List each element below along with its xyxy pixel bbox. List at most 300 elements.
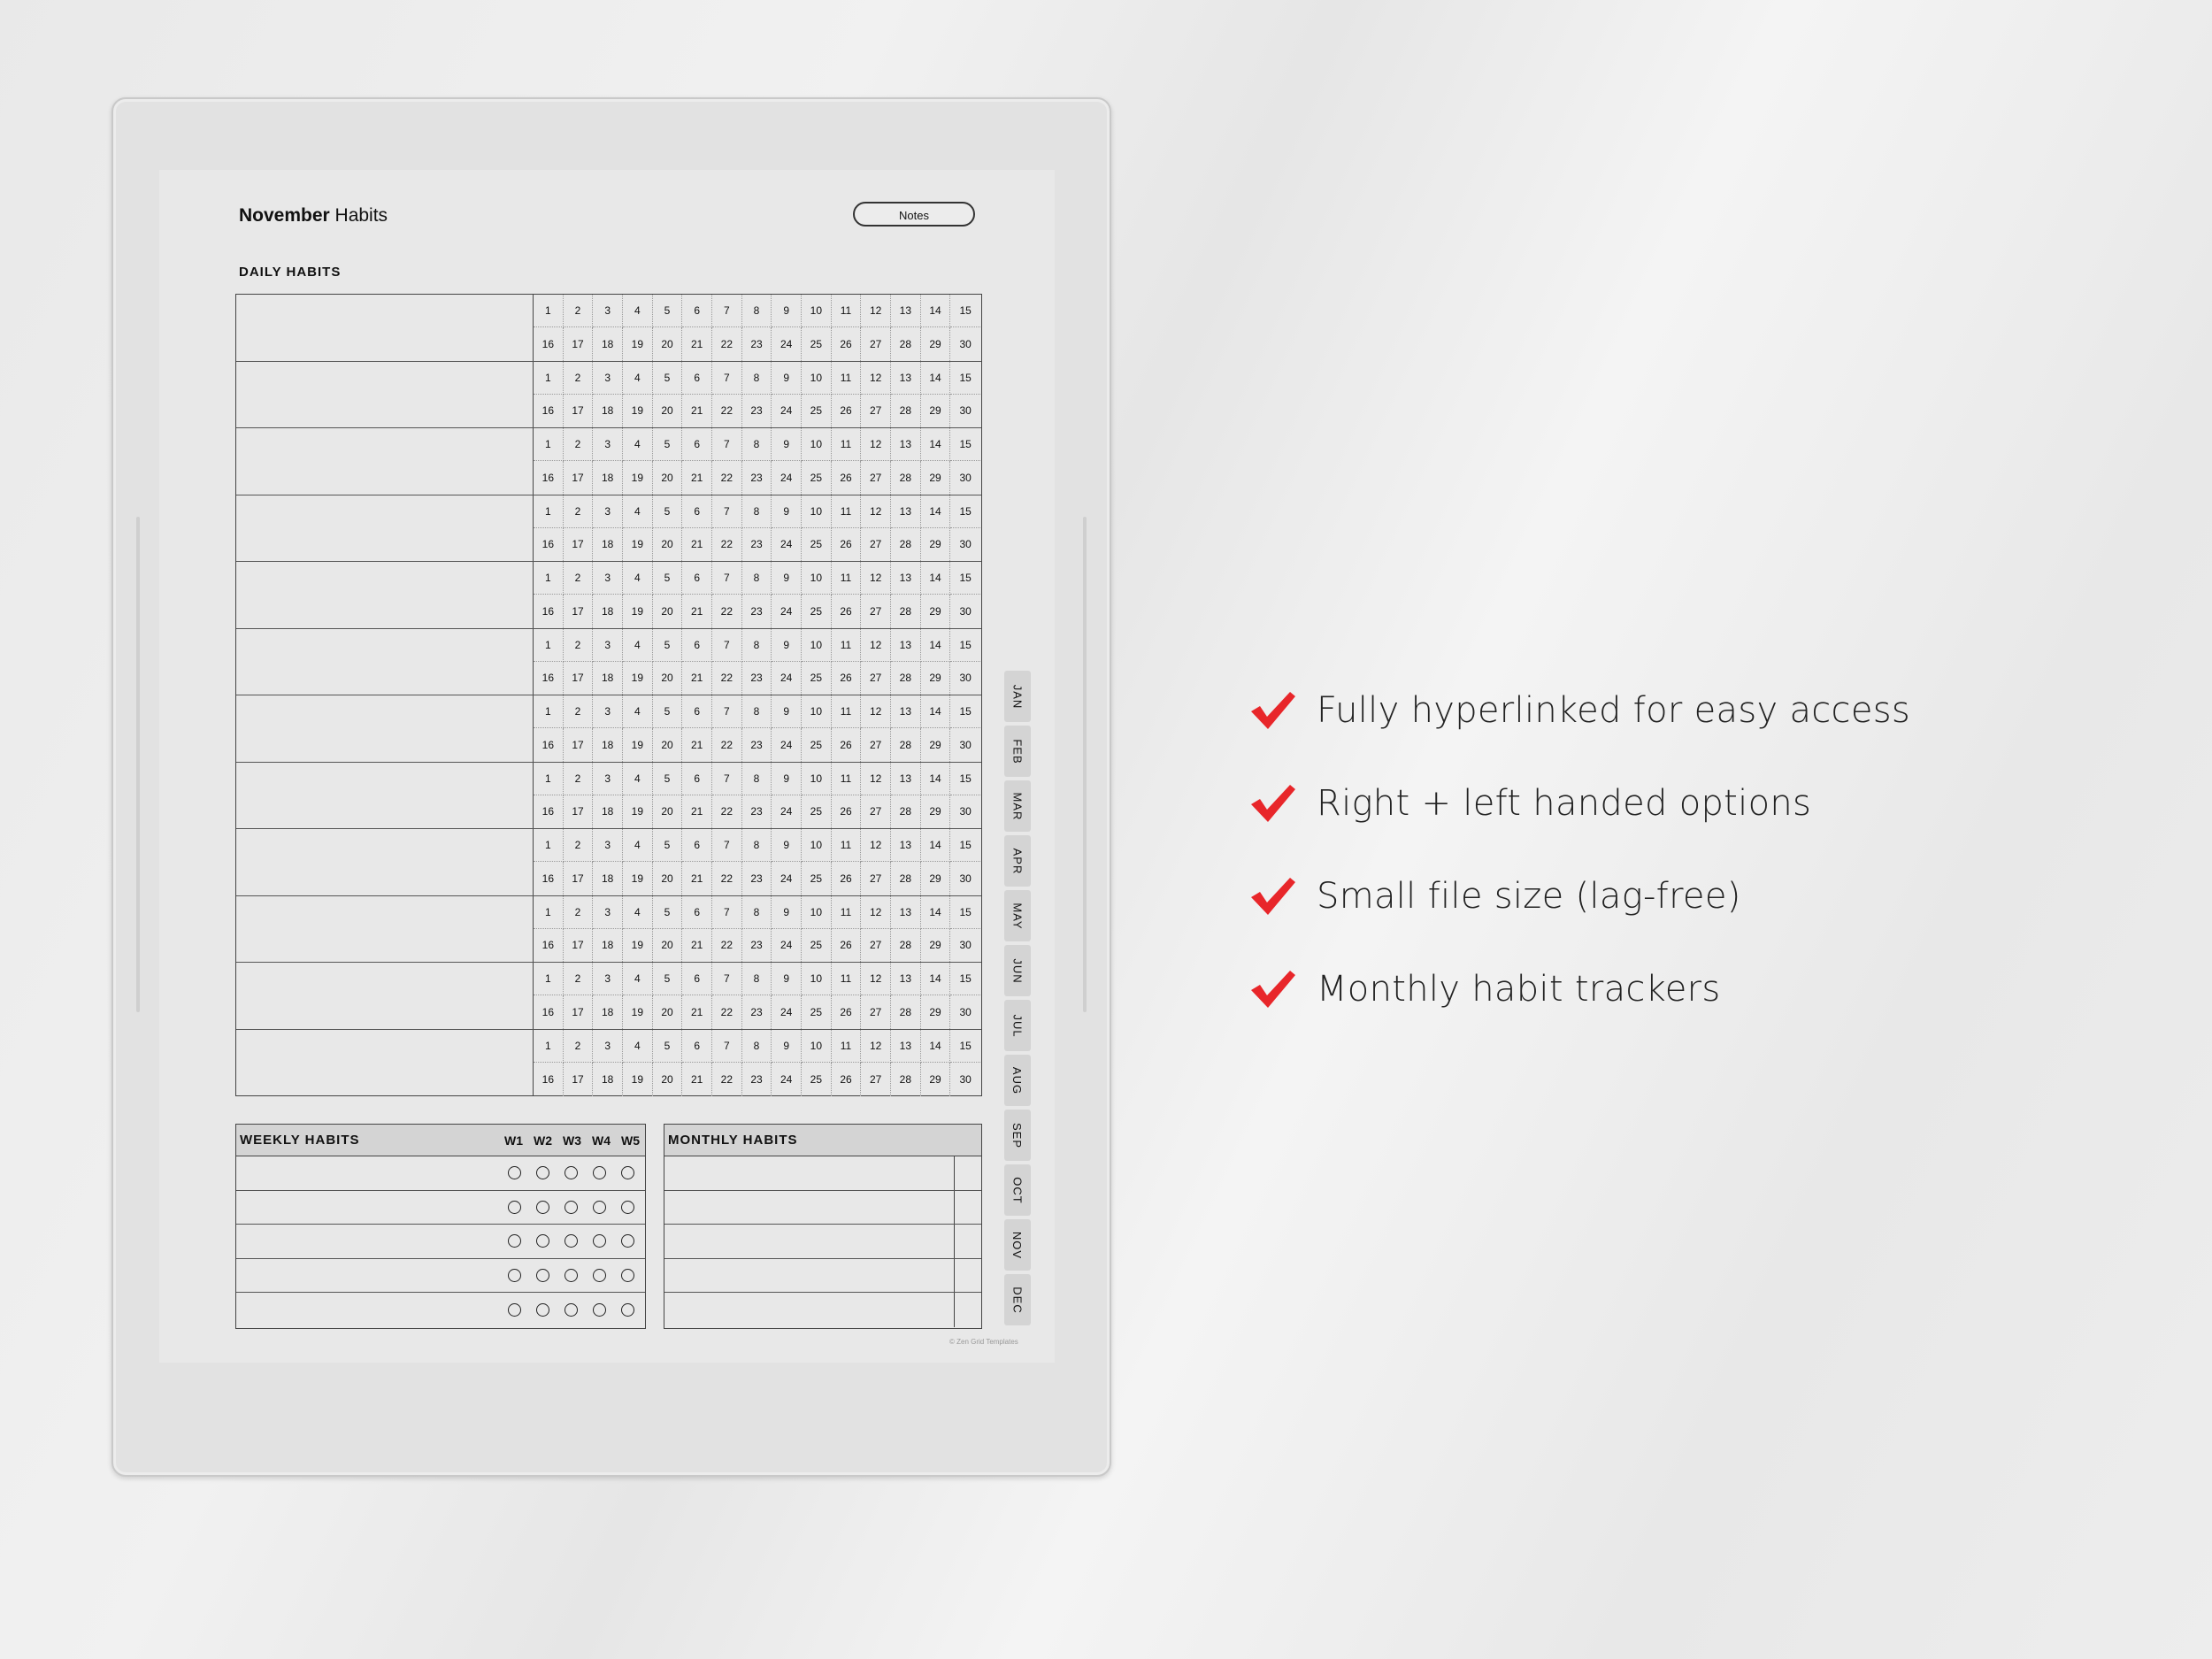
day-cell[interactable]: 30 [959,337,972,350]
day-cell[interactable]: 18 [593,929,623,962]
day-cell[interactable]: 16 [534,995,564,1028]
day-cell[interactable]: 25 [802,929,832,962]
day-cell[interactable]: 11 [832,829,862,862]
day-cell[interactable]: 29 [921,395,951,427]
day-cell[interactable]: 3 [593,763,623,795]
day-cell[interactable]: 23 [742,728,772,761]
day-cell[interactable]: 12 [861,829,891,862]
week-checkbox[interactable] [508,1303,521,1317]
day-cell[interactable]: 14 [921,695,951,728]
day-cell[interactable]: 24 [772,327,802,360]
day-cell[interactable]: 23 [742,862,772,895]
day-cell[interactable]: 30 [959,1073,972,1087]
habit-name-field[interactable] [236,896,534,963]
day-cell[interactable]: 1 [534,495,564,528]
day-cell[interactable]: 20 [653,1063,683,1096]
day-cell[interactable]: 11 [832,963,862,995]
day-cell[interactable]: 19 [623,595,653,627]
day-cell[interactable]: 14 [921,829,951,862]
day-cell[interactable]: 10 [802,829,832,862]
day-cell[interactable]: 9 [772,763,802,795]
day-cell[interactable]: 1 [534,763,564,795]
day-cell[interactable]: 18 [593,862,623,895]
day-cell[interactable]: 19 [623,995,653,1028]
day-cell[interactable]: 26 [832,327,862,360]
day-cell[interactable]: 9 [772,562,802,595]
day-cell[interactable]: 14 [921,763,951,795]
day-cell[interactable]: 17 [564,528,594,561]
habit-name-field[interactable] [236,763,534,829]
day-cell[interactable]: 13 [891,695,921,728]
day-cell[interactable]: 15 [950,428,980,461]
habit-name-field[interactable] [236,695,534,762]
day-cell[interactable]: 1 [534,963,564,995]
day-cell[interactable]: 27 [861,1063,891,1096]
day-cell[interactable]: 29 [921,929,951,962]
day-cell[interactable]: 29 [921,795,951,828]
day-cell[interactable]: 28 [891,395,921,427]
day-cell[interactable]: 8 [742,362,772,395]
day-cell[interactable]: 2 [564,362,594,395]
day-cell[interactable]: 17 [564,1063,594,1096]
day-cell[interactable]: 7 [712,1030,742,1064]
month-tab-apr[interactable] [1004,835,1031,887]
day-cell[interactable]: 3 [593,896,623,929]
day-cell[interactable]: 22 [712,1063,742,1096]
week-checkbox[interactable] [508,1234,521,1248]
day-cell[interactable]: 27 [861,395,891,427]
day-cell[interactable]: 7 [712,495,742,528]
day-cell[interactable]: 16 [534,862,564,895]
day-cell[interactable]: 16 [534,795,564,828]
week-checkbox[interactable] [621,1201,634,1214]
day-cell[interactable]: 13 [891,963,921,995]
day-cell[interactable]: 5 [653,495,683,528]
week-checkbox[interactable] [621,1166,634,1179]
day-cell[interactable]: 16 [534,461,564,494]
day-cell[interactable]: 16 [534,662,564,695]
day-cell[interactable]: 14 [921,362,951,395]
week-checkbox[interactable] [621,1303,634,1317]
weekly-habit-row[interactable] [236,1293,645,1327]
habit-name-field[interactable] [236,295,534,361]
month-tab-dec[interactable] [1004,1274,1031,1325]
week-checkbox[interactable] [565,1201,578,1214]
week-checkbox[interactable] [508,1166,521,1179]
day-cell[interactable]: 26 [832,862,862,895]
day-cell[interactable]: 21 [682,327,712,360]
day-cell[interactable]: 11 [832,629,862,662]
day-cell[interactable]: 15 [950,763,980,795]
day-cell[interactable]: 26 [832,995,862,1028]
day-cell[interactable]: 7 [712,963,742,995]
day-cell[interactable]: 29 [921,327,951,360]
day-cell[interactable]: 8 [742,1030,772,1064]
day-cell[interactable]: 19 [623,395,653,427]
day-cell[interactable]: 5 [653,362,683,395]
day-cell[interactable]: 12 [861,562,891,595]
day-cell[interactable]: 23 [742,395,772,427]
day-cell[interactable]: 17 [564,995,594,1028]
monthly-habit-row[interactable] [664,1293,981,1327]
day-cell[interactable]: 6 [682,829,712,862]
day-cell[interactable]: 24 [772,595,802,627]
day-cell[interactable]: 11 [832,562,862,595]
day-cell[interactable]: 26 [832,595,862,627]
day-cell[interactable]: 1 [534,896,564,929]
day-cell[interactable]: 4 [623,1030,653,1064]
day-cell[interactable]: 22 [712,728,742,761]
day-cell[interactable]: 8 [742,695,772,728]
day-cell[interactable]: 25 [802,728,832,761]
month-tab-feb[interactable] [1004,726,1031,777]
habit-name-field[interactable] [236,629,534,695]
monthly-habit-row[interactable] [664,1156,981,1191]
day-cell[interactable]: 13 [891,763,921,795]
day-cell[interactable]: 7 [712,295,742,327]
day-cell[interactable]: 15 [950,963,980,995]
month-tab-jun[interactable] [1004,945,1031,996]
day-cell[interactable]: 10 [802,896,832,929]
day-cell[interactable]: 1 [534,295,564,327]
day-cell[interactable]: 28 [891,1063,921,1096]
day-cell[interactable]: 14 [921,1030,951,1064]
day-cell[interactable]: 7 [712,829,742,862]
day-cell[interactable]: 24 [772,662,802,695]
day-cell[interactable]: 16 [534,528,564,561]
day-cell[interactable]: 5 [653,896,683,929]
day-cell[interactable]: 2 [564,562,594,595]
day-cell[interactable]: 19 [623,862,653,895]
day-cell[interactable]: 7 [712,695,742,728]
day-cell[interactable]: 22 [712,395,742,427]
day-cell[interactable]: 22 [712,662,742,695]
day-cell[interactable]: 9 [772,695,802,728]
habit-name-field[interactable] [236,428,534,495]
day-cell[interactable]: 13 [891,562,921,595]
day-cell[interactable]: 7 [712,896,742,929]
day-cell[interactable]: 16 [534,929,564,962]
month-tab-mar[interactable] [1004,780,1031,832]
day-cell[interactable]: 2 [564,829,594,862]
day-cell[interactable]: 10 [802,763,832,795]
week-checkbox[interactable] [536,1234,549,1248]
day-cell[interactable]: 5 [653,295,683,327]
day-cell[interactable]: 26 [832,528,862,561]
day-cell[interactable]: 27 [861,662,891,695]
day-cell[interactable]: 21 [682,395,712,427]
day-cell[interactable]: 18 [593,327,623,360]
notes-button[interactable]: Notes [853,202,975,227]
month-tab-nov[interactable] [1004,1219,1031,1271]
day-cell[interactable]: 16 [534,595,564,627]
day-cell[interactable]: 12 [861,362,891,395]
day-cell[interactable]: 17 [564,395,594,427]
day-cell[interactable]: 30 [959,738,972,751]
day-cell[interactable]: 2 [564,763,594,795]
day-cell[interactable]: 14 [921,562,951,595]
day-cell[interactable]: 21 [682,728,712,761]
day-cell[interactable]: 17 [564,595,594,627]
week-checkbox[interactable] [565,1234,578,1248]
day-cell[interactable]: 12 [861,428,891,461]
day-cell[interactable]: 8 [742,763,772,795]
month-tab-sep[interactable] [1004,1110,1031,1161]
day-cell[interactable]: 10 [802,963,832,995]
day-cell[interactable]: 21 [682,595,712,627]
day-cell[interactable]: 24 [772,728,802,761]
day-cell[interactable]: 29 [921,662,951,695]
day-cell[interactable]: 1 [534,829,564,862]
day-cell[interactable]: 26 [832,1063,862,1096]
day-cell[interactable]: 29 [921,528,951,561]
day-cell[interactable]: 30 [959,939,972,952]
day-cell[interactable]: 6 [682,562,712,595]
day-cell[interactable]: 1 [534,362,564,395]
day-cell[interactable]: 1 [534,428,564,461]
day-cell[interactable]: 4 [623,629,653,662]
day-cell[interactable]: 2 [564,896,594,929]
day-cell[interactable]: 20 [653,728,683,761]
day-cell[interactable]: 24 [772,929,802,962]
day-cell[interactable]: 18 [593,395,623,427]
day-cell[interactable]: 25 [802,795,832,828]
day-cell[interactable]: 28 [891,461,921,494]
day-cell[interactable]: 7 [712,629,742,662]
day-cell[interactable]: 8 [742,829,772,862]
day-cell[interactable]: 22 [712,595,742,627]
day-cell[interactable]: 20 [653,395,683,427]
day-cell[interactable]: 11 [832,428,862,461]
day-cell[interactable]: 27 [861,862,891,895]
day-cell[interactable]: 18 [593,1063,623,1096]
day-cell[interactable]: 17 [564,461,594,494]
day-cell[interactable]: 21 [682,862,712,895]
week-checkbox[interactable] [508,1269,521,1282]
day-cell[interactable]: 10 [802,362,832,395]
week-checkbox[interactable] [593,1303,606,1317]
day-cell[interactable]: 15 [950,562,980,595]
monthly-check-column[interactable] [954,1293,955,1327]
day-cell[interactable]: 8 [742,629,772,662]
day-cell[interactable]: 26 [832,461,862,494]
day-cell[interactable]: 7 [712,428,742,461]
day-cell[interactable]: 14 [921,295,951,327]
day-cell[interactable]: 5 [653,428,683,461]
weekly-habit-row[interactable] [236,1156,645,1191]
day-cell[interactable]: 17 [564,728,594,761]
month-tab-may[interactable] [1004,890,1031,941]
day-cell[interactable]: 9 [772,295,802,327]
day-cell[interactable]: 14 [921,896,951,929]
day-cell[interactable]: 1 [534,562,564,595]
day-cell[interactable]: 8 [742,562,772,595]
habit-name-field[interactable] [236,963,534,1029]
day-cell[interactable]: 6 [682,963,712,995]
day-cell[interactable]: 20 [653,862,683,895]
day-cell[interactable]: 4 [623,896,653,929]
day-cell[interactable]: 27 [861,728,891,761]
day-cell[interactable]: 23 [742,528,772,561]
day-cell[interactable]: 2 [564,629,594,662]
day-cell[interactable]: 22 [712,795,742,828]
day-cell[interactable]: 9 [772,495,802,528]
day-cell[interactable]: 11 [832,1030,862,1064]
day-cell[interactable]: 16 [534,728,564,761]
day-cell[interactable]: 25 [802,662,832,695]
day-cell[interactable]: 4 [623,295,653,327]
day-cell[interactable]: 3 [593,495,623,528]
day-cell[interactable]: 23 [742,929,772,962]
day-cell[interactable]: 24 [772,1063,802,1096]
day-cell[interactable]: 23 [742,461,772,494]
day-cell[interactable]: 5 [653,695,683,728]
day-cell[interactable]: 26 [832,395,862,427]
day-cell[interactable]: 10 [802,562,832,595]
day-cell[interactable]: 30 [959,404,972,418]
day-cell[interactable]: 10 [802,1030,832,1064]
day-cell[interactable]: 2 [564,428,594,461]
day-cell[interactable]: 12 [861,963,891,995]
day-cell[interactable]: 20 [653,795,683,828]
day-cell[interactable]: 8 [742,963,772,995]
day-cell[interactable]: 30 [959,471,972,484]
day-cell[interactable]: 15 [950,1030,980,1064]
day-cell[interactable]: 28 [891,595,921,627]
day-cell[interactable]: 18 [593,662,623,695]
day-cell[interactable]: 26 [832,929,862,962]
day-cell[interactable]: 4 [623,428,653,461]
day-cell[interactable]: 2 [564,495,594,528]
day-cell[interactable]: 23 [742,662,772,695]
day-cell[interactable]: 9 [772,829,802,862]
week-checkbox[interactable] [536,1269,549,1282]
day-cell[interactable]: 18 [593,795,623,828]
day-cell[interactable]: 9 [772,896,802,929]
day-cell[interactable]: 1 [534,695,564,728]
day-cell[interactable]: 6 [682,763,712,795]
monthly-habit-row[interactable] [664,1259,981,1294]
day-cell[interactable]: 27 [861,795,891,828]
day-cell[interactable]: 13 [891,428,921,461]
week-checkbox[interactable] [565,1269,578,1282]
day-cell[interactable]: 20 [653,461,683,494]
day-cell[interactable]: 15 [950,629,980,662]
week-checkbox[interactable] [593,1234,606,1248]
day-cell[interactable]: 17 [564,929,594,962]
day-cell[interactable]: 6 [682,495,712,528]
day-cell[interactable]: 11 [832,295,862,327]
day-cell[interactable]: 23 [742,995,772,1028]
day-cell[interactable]: 17 [564,862,594,895]
day-cell[interactable]: 23 [742,795,772,828]
day-cell[interactable]: 10 [802,495,832,528]
day-cell[interactable]: 6 [682,896,712,929]
day-cell[interactable]: 29 [921,728,951,761]
day-cell[interactable]: 11 [832,362,862,395]
day-cell[interactable]: 25 [802,461,832,494]
day-cell[interactable]: 18 [593,995,623,1028]
day-cell[interactable]: 23 [742,595,772,627]
day-cell[interactable]: 16 [534,327,564,360]
habit-name-field[interactable] [236,362,534,428]
day-cell[interactable]: 7 [712,763,742,795]
week-checkbox[interactable] [536,1201,549,1214]
day-cell[interactable]: 27 [861,595,891,627]
day-cell[interactable]: 3 [593,562,623,595]
day-cell[interactable]: 26 [832,795,862,828]
day-cell[interactable]: 25 [802,395,832,427]
day-cell[interactable]: 23 [742,1063,772,1096]
day-cell[interactable]: 6 [682,629,712,662]
habit-name-field[interactable] [236,1030,534,1097]
day-cell[interactable]: 13 [891,1030,921,1064]
day-cell[interactable]: 19 [623,795,653,828]
day-cell[interactable]: 22 [712,929,742,962]
day-cell[interactable]: 3 [593,695,623,728]
habit-name-field[interactable] [236,829,534,895]
weekly-habit-row[interactable] [236,1225,645,1259]
day-cell[interactable]: 19 [623,1063,653,1096]
day-cell[interactable]: 10 [802,695,832,728]
day-cell[interactable]: 12 [861,295,891,327]
week-checkbox[interactable] [565,1303,578,1317]
day-cell[interactable]: 25 [802,528,832,561]
day-cell[interactable]: 22 [712,528,742,561]
day-cell[interactable]: 11 [832,763,862,795]
day-cell[interactable]: 13 [891,829,921,862]
day-cell[interactable]: 4 [623,362,653,395]
day-cell[interactable]: 19 [623,327,653,360]
weekly-habit-row[interactable] [236,1191,645,1225]
day-cell[interactable]: 21 [682,461,712,494]
day-cell[interactable]: 27 [861,461,891,494]
week-checkbox[interactable] [593,1201,606,1214]
day-cell[interactable]: 28 [891,528,921,561]
day-cell[interactable]: 1 [534,1030,564,1064]
day-cell[interactable]: 10 [802,295,832,327]
day-cell[interactable]: 18 [593,595,623,627]
day-cell[interactable]: 21 [682,929,712,962]
week-checkbox[interactable] [621,1234,634,1248]
day-cell[interactable]: 25 [802,1063,832,1096]
day-cell[interactable]: 25 [802,995,832,1028]
day-cell[interactable]: 15 [950,896,980,929]
day-cell[interactable]: 14 [921,963,951,995]
day-cell[interactable]: 6 [682,695,712,728]
day-cell[interactable]: 4 [623,695,653,728]
day-cell[interactable]: 19 [623,728,653,761]
day-cell[interactable]: 12 [861,495,891,528]
day-cell[interactable]: 15 [950,362,980,395]
day-cell[interactable]: 21 [682,795,712,828]
day-cell[interactable]: 14 [921,428,951,461]
day-cell[interactable]: 2 [564,295,594,327]
day-cell[interactable]: 8 [742,428,772,461]
day-cell[interactable]: 3 [593,295,623,327]
monthly-habit-row[interactable] [664,1225,981,1259]
day-cell[interactable]: 15 [950,695,980,728]
monthly-check-column[interactable] [954,1191,955,1225]
day-cell[interactable]: 8 [742,495,772,528]
day-cell[interactable]: 16 [534,395,564,427]
day-cell[interactable]: 1 [534,629,564,662]
day-cell[interactable]: 9 [772,428,802,461]
day-cell[interactable]: 4 [623,562,653,595]
day-cell[interactable]: 22 [712,461,742,494]
day-cell[interactable]: 28 [891,795,921,828]
day-cell[interactable]: 12 [861,1030,891,1064]
